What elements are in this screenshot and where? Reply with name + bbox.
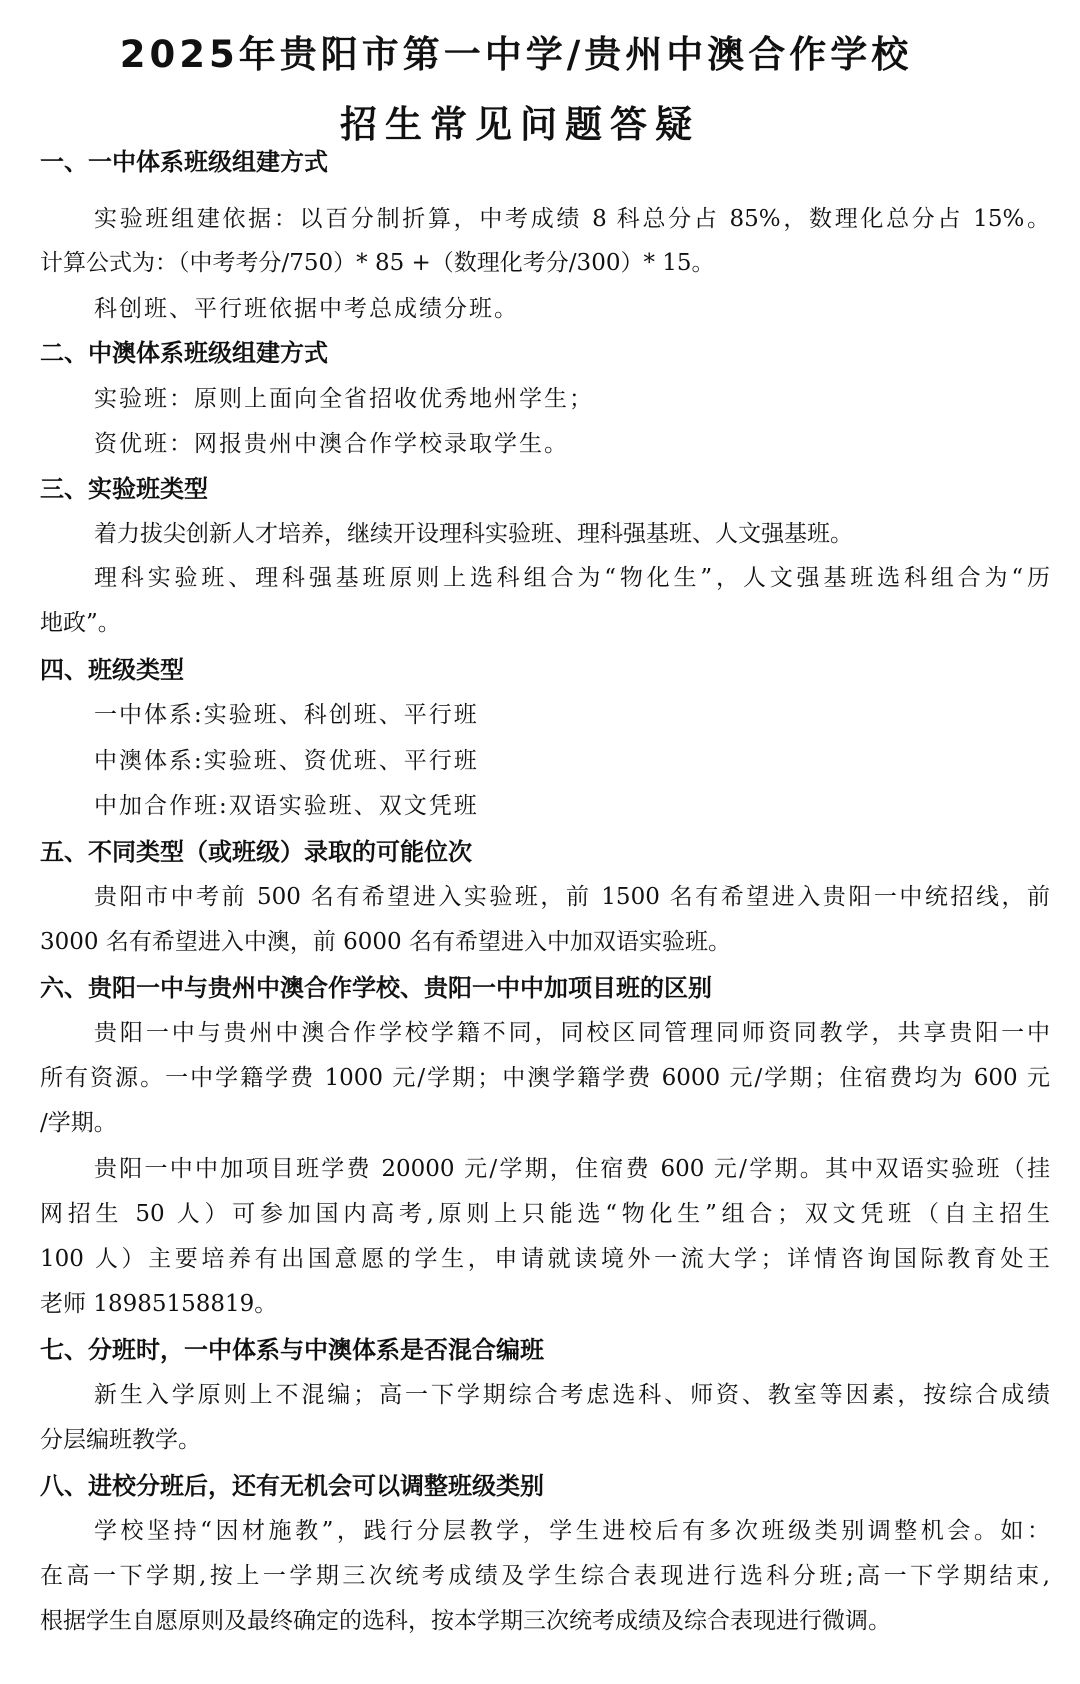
- section-8-paragraph-line: 在高一下学期,按上一学期三次统考成绩及学生综合表现进行选科分班;高一下学期结束,: [40, 1563, 1050, 1589]
- section-8-heading: 八、进校分班后，还有无机会可以调整班级类别: [40, 1472, 544, 1500]
- section-2-paragraph-line: 资优班：网报贵州中澳合作学校录取学生。: [94, 431, 569, 457]
- section-2-paragraph-line: 实验班：原则上面向全省招收优秀地州学生；: [94, 386, 594, 412]
- section-5-paragraph-line: 贵阳市中考前 500 名有希望进入实验班，前 1500 名有希望进入贵阳一中统招线，前: [94, 884, 1050, 910]
- section-6-paragraph-line: 老师 18985158819。: [40, 1291, 278, 1317]
- document-subtitle: 招生常见问题答疑: [340, 103, 700, 146]
- section-1-paragraph-line: 科创班、平行班依据中考总成绩分班。: [94, 296, 519, 322]
- section-5-heading: 五、不同类型（或班级）录取的可能位次: [40, 838, 472, 866]
- section-3-paragraph-line: 理科实验班、理科强基班原则上选科组合为“物化生”，人文强基班选科组合为“历: [94, 565, 1050, 591]
- section-4-heading: 四、班级类型: [40, 656, 184, 684]
- section-7-paragraph-line: 新生入学原则上不混编；高一下学期综合考虑选科、师资、教室等因素，按综合成绩: [94, 1382, 1050, 1408]
- section-1-paragraph-line: 实验班组建依据：以百分制折算，中考成绩 8 科总分占 85%，数理化总分占 15%。: [94, 206, 1050, 232]
- section-2-heading: 二、中澳体系班级组建方式: [40, 339, 328, 367]
- section-8-paragraph-line: 根据学生自愿原则及最终确定的选科，按本学期三次统考成绩及综合表现进行微调。: [40, 1608, 891, 1634]
- section-6-paragraph-line: 网招生 50 人）可参加国内高考,原则上只能选“物化生”组合；双文凭班（自主招生: [40, 1201, 1050, 1227]
- section-6-paragraph-line: 所有资源。一中学籍学费 1000 元/学期；中澳学籍学费 6000 元/学期；住宿费均为 600 元: [40, 1065, 1050, 1091]
- section-3-paragraph-line: 着力拔尖创新人才培养，继续开设理科实验班、理科强基班、人文强基班。: [94, 521, 853, 547]
- section-7-paragraph-line: 分层编班教学。: [40, 1427, 201, 1453]
- section-7-heading: 七、分班时，一中体系与中澳体系是否混合编班: [40, 1336, 544, 1364]
- section-4-list-item: 一中体系:实验班、科创班、平行班: [94, 702, 479, 728]
- section-3-heading: 三、实验班类型: [40, 475, 208, 503]
- section-6-paragraph-line: 贵阳一中与贵州中澳合作学校学籍不同，同校区同管理同师资同教学，共享贵阳一中: [94, 1020, 1050, 1046]
- section-6-paragraph-line: 100 人）主要培养有出国意愿的学生，申请就读境外一流大学；详情咨询国际教育处王: [40, 1246, 1050, 1272]
- section-3-paragraph-line: 地政”。: [40, 610, 121, 636]
- section-4-list-item: 中加合作班:双语实验班、双文凭班: [94, 793, 479, 819]
- section-5-paragraph-line: 3000 名有希望进入中澳，前 6000 名有希望进入中加双语实验班。: [40, 929, 731, 955]
- section-6-heading: 六、贵阳一中与贵州中澳合作学校、贵阳一中中加项目班的区别: [40, 974, 712, 1002]
- document-title: 2025年贵阳市第一中学/贵州中澳合作学校: [119, 33, 913, 76]
- section-1-heading: 一、一中体系班级组建方式: [40, 148, 328, 176]
- section-6-paragraph-line: 贵阳一中中加项目班学费 20000 元/学期，住宿费 600 元/学期。其中双语实验班（挂: [94, 1156, 1050, 1182]
- section-6-paragraph-line: /学期。: [40, 1110, 117, 1136]
- section-1-formula-line: 计算公式为：（中考考分/750）* 85 +（数理化考分/300）* 15。: [40, 250, 715, 276]
- section-4-list-item: 中澳体系:实验班、资优班、平行班: [94, 748, 479, 774]
- section-8-paragraph-line: 学校坚持“因材施教”，践行分层教学，学生进校后有多次班级类别调整机会。如：: [94, 1518, 1050, 1544]
